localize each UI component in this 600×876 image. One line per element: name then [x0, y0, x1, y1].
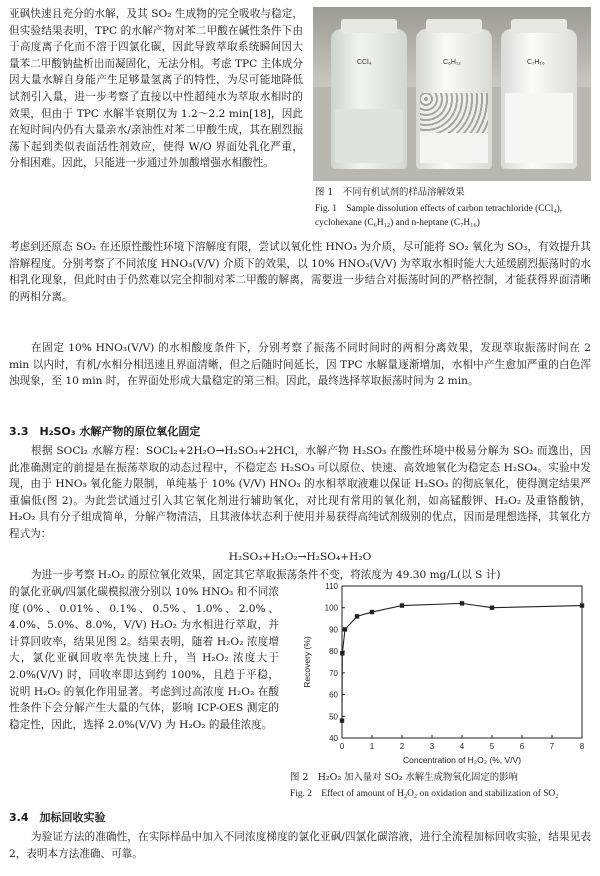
data-point [355, 614, 359, 618]
x-tick-label: 2 [399, 742, 405, 751]
x-tick-label: 5 [489, 742, 495, 751]
para-3: 根据 SOCl₂ 水解方程：SOCl₂+2H₂O→H₂SO₃+2HCl，水解产物 H₂SO₃ 在酸性环境中极易分解为 SO₂ 而逸出，因此准确测定的前提是在振荡萃取的动态过程中，不稳定态 H₂SO₃ 可以原位、快速、高效地氧化为稳定态 H₂SO₄。实验中发现，由于 HNO₃ 氧化能力限制，单纯基于 10% (V/V) HNO₃ 的水相萃取液难以保证 H₂SO₃ 的彻底氧化，使得测定结果严重偏低(图 2)。为此尝试通过引入其它氧化剂进行辅助氧化，对比现有常用的氧化剂，如高锰酸钾、H₂O₂ 及重铬酸钠，H₂O₂ 具有分子组成简单，分解产物清洁，且其液体状态利于使用并易获得高纯试剂级别的优点，因而是理想选择，其氧化方程式为： [9, 445, 591, 540]
data-point [343, 627, 347, 631]
x-tick-label: 7 [549, 742, 555, 751]
data-point [580, 603, 584, 607]
data-point [340, 718, 344, 722]
x-tick-label: 6 [519, 742, 525, 751]
y-tick-label: 90 [329, 625, 338, 635]
plot-frame [342, 586, 582, 738]
y-tick-label: 80 [329, 647, 338, 657]
para-4a: 为进一步考察 H₂O₂ 的原位氧化效果，固定其它萃取振荡条件不变，将浓度为 49.30 mg/L(以 S 计) [31, 569, 501, 581]
recovery-line [342, 603, 582, 720]
x-axis-label: Concentration of H₂O₂ (%, V/V) [402, 755, 522, 765]
fig1-photo [313, 7, 591, 181]
section-3-3-heading: 3.3 H₂SO₃ 水解产物的原位氧化固定 [9, 425, 201, 438]
data-point [370, 610, 374, 614]
x-tick-label: 3 [429, 742, 435, 751]
equation: H₂SO₃+H₂O₂→H₂SO₄+H₂O [228, 551, 372, 563]
y-tick-label: 70 [329, 668, 338, 678]
x-tick-label: 1 [369, 742, 375, 751]
x-tick-label: 4 [459, 742, 465, 751]
para-1: 亚砜快速且充分的水解，及其 SO₂ 生成物的完全吸收与稳定，但实验结果表明，TPC 的水解产物对苯二甲酸在碱性条件下由于高度离子化而不溶于四氯化碳，因此导致萃取系统瞬间因大量苯二甲酸钠盐析出而凝固化，无法分相。考虑 TPC 主体成分因大量水解自身能产生足够量氢离子的特性，为尽可能地降低试剂引入量，进一步考察了直接以中性超纯水为萃取水相时的效果，但由于 TPC 水解半衰期仅为 1.2～2.2 min[18]，因此在短时间内仍有大量亲水/亲油性对苯二甲酸生成，其在剧烈振荡下起到类似表面活性剂效应，使得 W/O 界面处乳化严重，分相困难。因此，只能进一步通过外加酸增强水相酸性。 [9, 8, 303, 170]
y-tick-label: 100 [324, 603, 338, 613]
bottle-ccl4 [331, 29, 407, 169]
y-tick-label: 60 [329, 690, 338, 700]
para-1b: 考虑到还原态 SO₂ 在还原性酸性环境下溶解度有限，尝试以氧化性 HNO₃ 为介质，尽可能将 SO₂ 氧化为 SO₃，有效提升其溶解程度。分别考察了不同浓度 HNO₃(V/V) 介质下的效果，以 10% HNO₃(V/V) 为萃取水相时能大大延缓剧烈振荡时的水相乳化现象，但此时由于仍然难以完全抑制对苯二甲酸的解离，需要进一步结合对振荡时间的严格控制，才能获得界面清晰的两相分离。 [9, 241, 591, 303]
para-4b: 的氯化亚砜/四氯化碳模拟液分别以 10% HNO₃ 和不同浓度(0%、0.01%、0.1%、0.5%、1.0%、2.0%、4.0%、5.0%、8.0%，V/V) H₂O₂ 为水相进行萃取，并计算回收率，结果见图 2。结果表明，随着 H₂O₂ 浓度增大，氯化亚砜回收率先快速上升，当 H₂O₂ 浓度大于 2.0%(V/V) 时，回收率即达到约 100%，且趋于平稳，说明 H₂O₂ 的氧化作用显著。考虑到过高浓度 H₂O₂ 在酸性条件下会分解产生大量的气体，影响 ICP-OES 测定的稳定性，因此，选择 2.0%(V/V) 为 H₂O₂ 的最佳浓度。 [9, 586, 279, 731]
para-2: 在固定 10% HNO₃(V/V) 的水相酸度条件下，分别考察了振荡不同时间时的两相分离效果，发现萃取振荡时间在 2 min 以内时，有机/水相分相迅速且界面清晰，但之后随时间延长，因 TPC 水解量逐渐增加，水相中产生愈加严重的白色浑浊现象，至 10 min 时，在界面处形成大量稳定的第三相。因此，最终选择萃取振荡时间为 2 min。 [9, 342, 591, 388]
fig2-caption-en: Fig. 2 Effect of amount of H₂O₂ on oxidation and stabilization of SO₂ [290, 789, 559, 799]
x-tick-label: 8 [579, 742, 585, 751]
fig1-caption-cn: 图 1 不同有机试剂的样品溶解效果 [315, 187, 465, 198]
label-c6h12: C₆H₁₂ [443, 59, 462, 66]
fig2-caption-cn: 图 2 H₂O₂ 加入量对 SO₂ 水解生成物氧化固定的影响 [290, 772, 518, 783]
y-tick-label: 50 [329, 712, 338, 722]
data-point [340, 651, 344, 655]
bottle-c7h16 [501, 29, 577, 169]
data-point [460, 601, 464, 605]
fig2-chart [290, 578, 594, 768]
y-axis-label: Recovery (%) [302, 636, 312, 688]
y-tick-label: 110 [325, 582, 338, 591]
label-ccl4: CCl₄ [357, 59, 372, 66]
fig1-caption-en: Fig. 1 Sample dissolution effects of carbon tetrachloride (CCl₄), cyclohexane (C₆H₁₂) and n-heptane (C₇H₁₆) [315, 204, 563, 228]
label-c7h16: C₇H₁₆ [527, 59, 545, 66]
data-point [490, 606, 494, 610]
x-tick-label: 0 [339, 742, 345, 751]
y-tick-label: 40 [329, 734, 338, 743]
bottle-c6h12 [416, 29, 492, 169]
section-3-4-heading: 3.4 加标回收实验 [9, 811, 106, 824]
data-point [400, 603, 404, 607]
para-5: 为验证方法的准确性，在实际样品中加入不同浓度梯度的氯化亚砜/四氯化碳溶液，进行全流程加标回收实验，结果见表 2，表明本方法准确、可靠。 [9, 831, 591, 860]
